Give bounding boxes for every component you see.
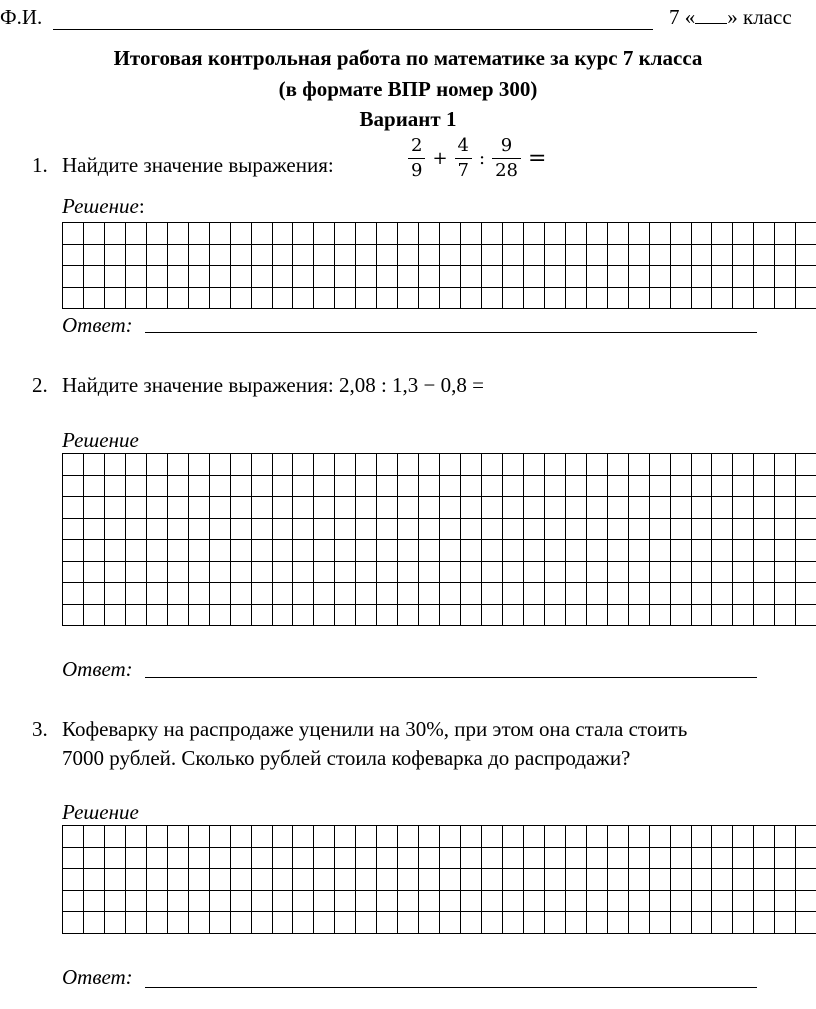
class-suffix: » класс <box>727 5 792 29</box>
solution-label-3: Решение <box>62 800 139 824</box>
solution-label-1: Решение: <box>62 194 145 218</box>
plus-op: + <box>432 148 448 169</box>
task-2-number: 2. <box>32 373 48 397</box>
solution-grid-1[interactable] <box>62 222 816 309</box>
answer-label-1: Ответ: <box>62 313 133 337</box>
task-2-text: Найдите значение выражения: 2,08 : 1,3 − 0,8 = <box>62 373 484 397</box>
fio-label: Ф.И. <box>0 5 43 29</box>
equals-op: = <box>527 146 547 171</box>
task-3-text-line-2: 7000 рублей. Сколько рублей стоила кофеварка до распродажи? <box>62 746 631 770</box>
answer-line-1[interactable] <box>145 332 757 333</box>
class-prefix: 7 « <box>669 5 696 29</box>
task-3-text-line-1: Кофеварку на распродаже уценили на 30%, при этом она стала стоить <box>62 717 688 741</box>
class-label <box>669 5 792 30</box>
answer-line-3[interactable] <box>145 987 757 988</box>
fraction-1-den: 9 <box>411 160 423 181</box>
answer-label-3: Ответ: <box>62 965 133 989</box>
fraction-3 <box>492 134 521 183</box>
task-1-number: 1. <box>32 153 48 177</box>
solution-grid-2[interactable] <box>62 453 816 626</box>
fraction-2-num: 4 <box>455 134 472 159</box>
solution-grid-3[interactable] <box>62 825 816 934</box>
fraction-2 <box>455 134 472 183</box>
solution-text: Решение <box>62 194 139 218</box>
answer-label-2: Ответ: <box>62 657 133 681</box>
title-line-2: (в формате ВПР номер 300) <box>278 77 538 101</box>
title-line-1: Итоговая контрольная работа по математике за курс 7 класса <box>113 46 703 70</box>
variant-title: Вариант 1 <box>359 107 457 131</box>
class-blank <box>695 5 727 24</box>
fraction-1-num: 2 <box>408 134 425 159</box>
divide-op: : <box>479 148 486 169</box>
fio-underline <box>53 29 653 30</box>
grid-lines <box>63 454 816 626</box>
task-3-number: 3. <box>32 717 48 741</box>
grid-lines <box>63 223 816 309</box>
answer-line-2[interactable] <box>145 677 757 678</box>
task-1-text: Найдите значение выражения: <box>62 153 334 177</box>
fraction-1 <box>408 134 425 183</box>
solution-label-2: Решение <box>62 428 139 452</box>
fraction-3-num: 9 <box>492 134 521 159</box>
task-1-expression <box>408 134 549 183</box>
fraction-3-den: 28 <box>495 160 518 181</box>
fraction-2-den: 7 <box>457 160 469 181</box>
grid-lines <box>63 826 816 934</box>
header <box>0 2 816 32</box>
